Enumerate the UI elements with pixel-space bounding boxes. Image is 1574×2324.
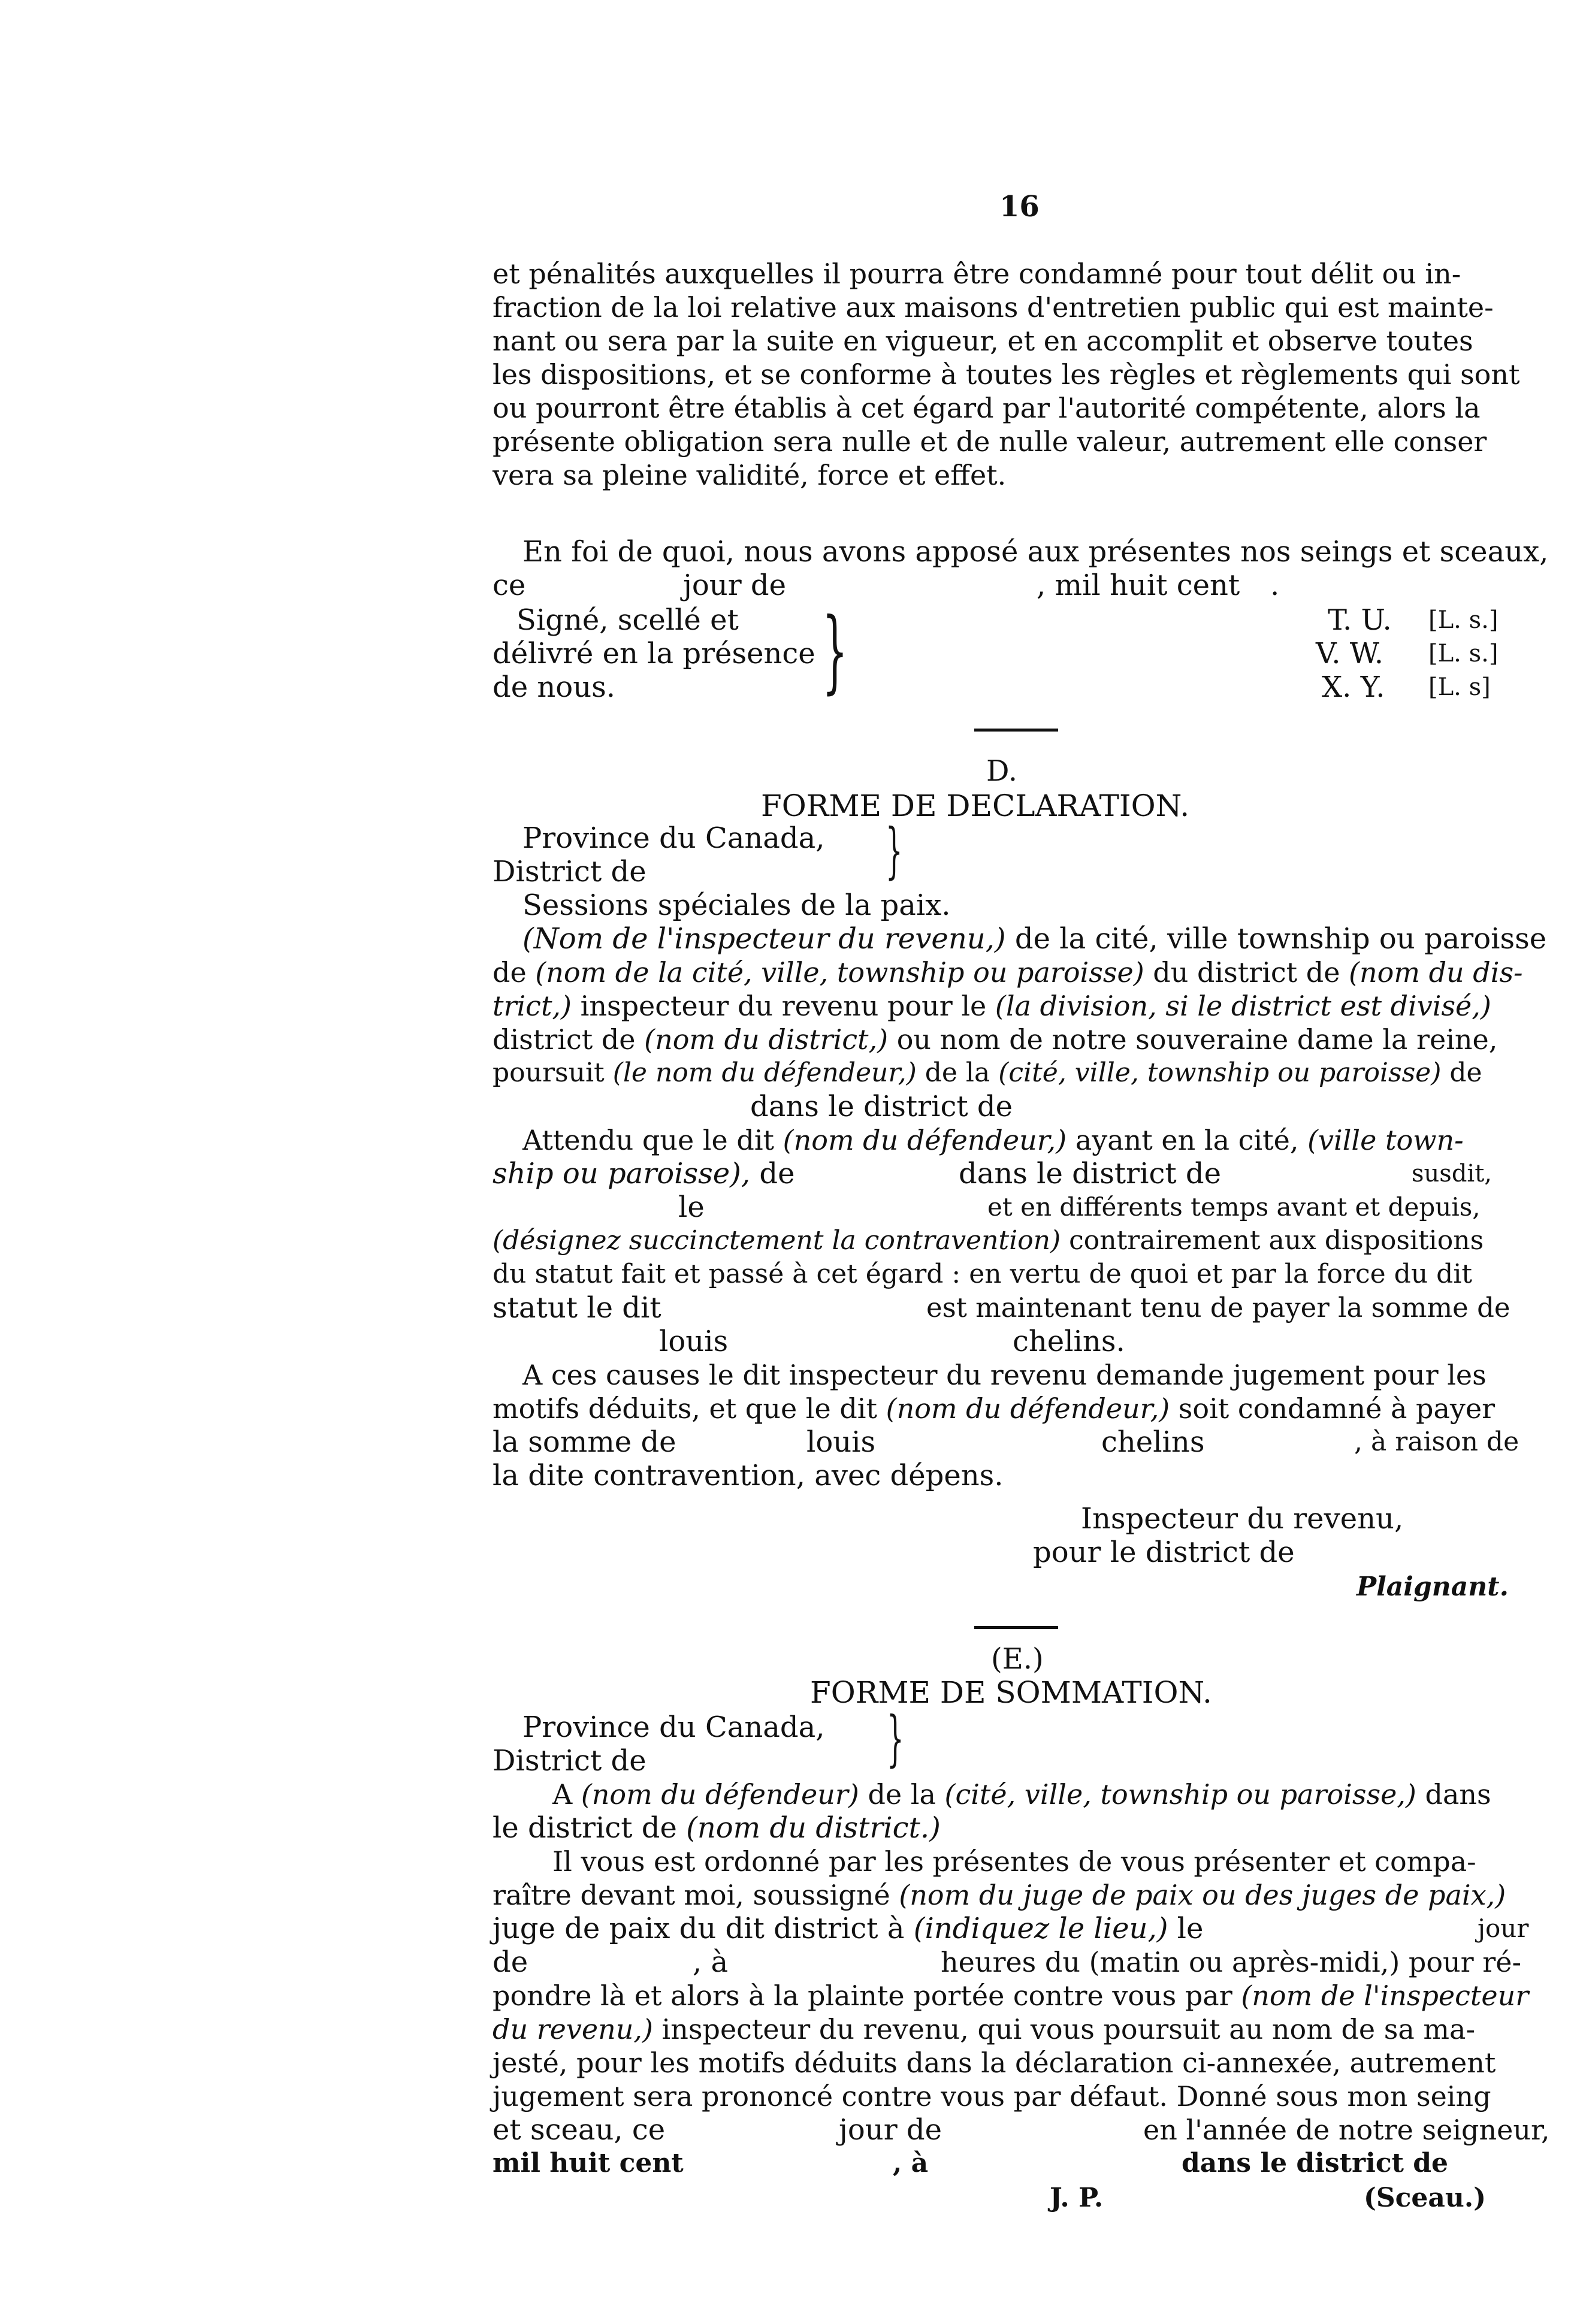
sessions-line: Sessions spéciales de la paix. (522, 889, 951, 922)
text-fragment: , mil huit cent (1037, 569, 1240, 602)
text-line: (Nom de l'inspecteur du revenu,) de la cité, ville township ou paroisse (522, 922, 1547, 956)
seal-mark: [L. s] (1428, 673, 1491, 701)
seal-mark: [L. s.] (1428, 606, 1499, 634)
text-fragment: jour (1478, 1914, 1529, 1943)
text-line: jesté, pour les motifs déduits dans la déclaration ci-annexée, autrement (493, 2047, 1496, 2079)
text-line: Attendu que le dit (nom du défendeur,) ayant en la cité, (ville town- (522, 1124, 1464, 1156)
text-fragment: susdit, (1412, 1160, 1493, 1187)
text-line: du revenu,) inspecteur du revenu, qui vous poursuit au nom de sa ma- (493, 2013, 1476, 2045)
text-line: poursuit (le nom du défendeur,) de la (cité, ville, township ou paroisse) de (493, 1057, 1482, 1088)
text-fragment: chelins. (1013, 1325, 1125, 1358)
signed-line: Signé, scellé et (516, 603, 739, 637)
text-fragment: . (1270, 569, 1280, 602)
text-line: présente obligation sera nulle et de nulle valeur, autrement elle conser (493, 425, 1487, 458)
text-line: vera sa pleine validité, force et effet. (493, 459, 1007, 491)
text-fragment: et en différents temps avant et depuis, (987, 1192, 1481, 1222)
text-fragment: et sceau, ce (493, 2113, 666, 2147)
text-fragment: , à (893, 2148, 929, 2178)
section-divider (974, 1626, 1058, 1629)
section-divider (974, 729, 1058, 732)
text-line: le district de (nom du district.) (493, 1811, 941, 1845)
text-line: et pénalités auxquelles il pourra être condamné pour tout délit ou in- (493, 258, 1461, 290)
curly-brace: } (822, 599, 848, 703)
text-fragment: la somme de (493, 1425, 676, 1459)
text-line: En foi de quoi, nous avons apposé aux présentes nos seings et sceaux, (522, 535, 1549, 569)
text-fragment: jour de (839, 2113, 942, 2147)
form-letter: (E.) (991, 1642, 1044, 1676)
signed-line: de nous. (493, 670, 616, 704)
signature-initials: X. Y. (1322, 670, 1385, 704)
signature-line: Plaignant. (1357, 1572, 1509, 1602)
signed-line: délivré en la présence (493, 637, 815, 670)
text-line: du statut fait et passé à cet égard : en vertu de quoi et par la force du dit (493, 1259, 1473, 1289)
text-line: les dispositions, et se conforme à toutes les règles et règlements qui sont (493, 358, 1520, 391)
signature-line: Inspecteur du revenu, (1081, 1502, 1404, 1536)
text-line: (désignez succinctement la contravention) contrairement aux dispositions (493, 1225, 1484, 1256)
text-line: ship ou paroisse), de (493, 1157, 795, 1190)
text-line: jugement sera prononcé contre vous par défaut. Donné sous mon seing (493, 2080, 1491, 2113)
text-fragment: statut le dit (493, 1291, 661, 1325)
text-fragment: le (678, 1190, 705, 1224)
text-line: A (nom du défendeur) de la (cité, ville, township ou paroisse,) dans (552, 1778, 1491, 1811)
text-line: dans le district de (750, 1090, 1013, 1123)
text-fragment: jour de (683, 569, 787, 602)
signature-initials: V. W. (1316, 637, 1383, 670)
text-line: de (nom de la cité, ville, township ou paroisse) du district de (nom du dis- (493, 956, 1523, 989)
text-fragment: , à (693, 1945, 729, 1979)
text-line: la dite contravention, avec dépens. (493, 1459, 1004, 1492)
form-title: FORME DE SOMMATION. (810, 1675, 1212, 1710)
justice-of-peace-label: J. P. (1050, 2183, 1104, 2213)
page-number: 16 (999, 190, 1040, 223)
text-fragment: heures du (matin ou après-midi,) pour ré- (941, 1946, 1522, 1978)
text-line: motifs déduits, et que le dit (nom du défendeur,) soit condamné à payer (493, 1392, 1496, 1425)
curly-brace: } (887, 1703, 904, 1773)
text-fragment: chelins (1101, 1425, 1205, 1459)
text-fragment: ce (493, 569, 526, 602)
text-line: ou pourront être établis à cet égard par l'autorité compétente, alors la (493, 392, 1481, 424)
province-label: Province du Canada, (522, 821, 825, 855)
seal-mark: [L. s.] (1428, 640, 1499, 667)
text-line: raître devant moi, soussigné (nom du juge de paix ou des juges de paix,) (493, 1879, 1506, 1911)
text-line: juge de paix du dit district à (indiquez le lieu,) le (493, 1912, 1204, 1945)
signature-initials: T. U. (1328, 603, 1392, 637)
text-line: district de (nom du district,) ou nom de notre souveraine dame la reine, (493, 1023, 1498, 1056)
curly-brace: } (886, 815, 903, 886)
text-line: nant ou sera par la suite en vigueur, et en accomplit et observe toutes (493, 325, 1473, 357)
text-fragment: louis (659, 1325, 729, 1358)
seal-label: (Sceau.) (1364, 2183, 1487, 2213)
text-fragment: est maintenant tenu de payer la somme de (926, 1292, 1510, 1323)
district-label: District de (493, 1744, 646, 1778)
district-label: District de (493, 855, 646, 889)
text-line: trict,) inspecteur du revenu pour le (la division, si le district est divisé,) (493, 990, 1491, 1022)
text-line: pondre là et alors à la plainte portée contre vous par (nom de l'inspecteur (493, 1980, 1529, 2012)
text-fragment: mil huit cent (493, 2148, 684, 2178)
text-fragment: dans le district de (1182, 2148, 1449, 2178)
form-letter: D. (986, 754, 1018, 788)
signature-line: pour le district de (1033, 1536, 1295, 1569)
text-line: fraction de la loi relative aux maisons d'entretien public qui est mainte- (493, 291, 1494, 324)
text-line: Il vous est ordonné par les présentes de vous présenter et compa- (552, 1845, 1476, 1878)
text-fragment: dans le district de (959, 1157, 1222, 1190)
form-title: FORME DE DECLARATION. (761, 788, 1190, 823)
text-fragment: , à raison de (1354, 1427, 1519, 1457)
text-fragment: louis (806, 1425, 876, 1459)
text-fragment: en l'année de notre seigneur, (1143, 2114, 1550, 2146)
text-line: A ces causes le dit inspecteur du revenu demande jugement pour les (522, 1359, 1487, 1391)
province-label: Province du Canada, (522, 1710, 825, 1744)
text-fragment: de (493, 1945, 528, 1979)
